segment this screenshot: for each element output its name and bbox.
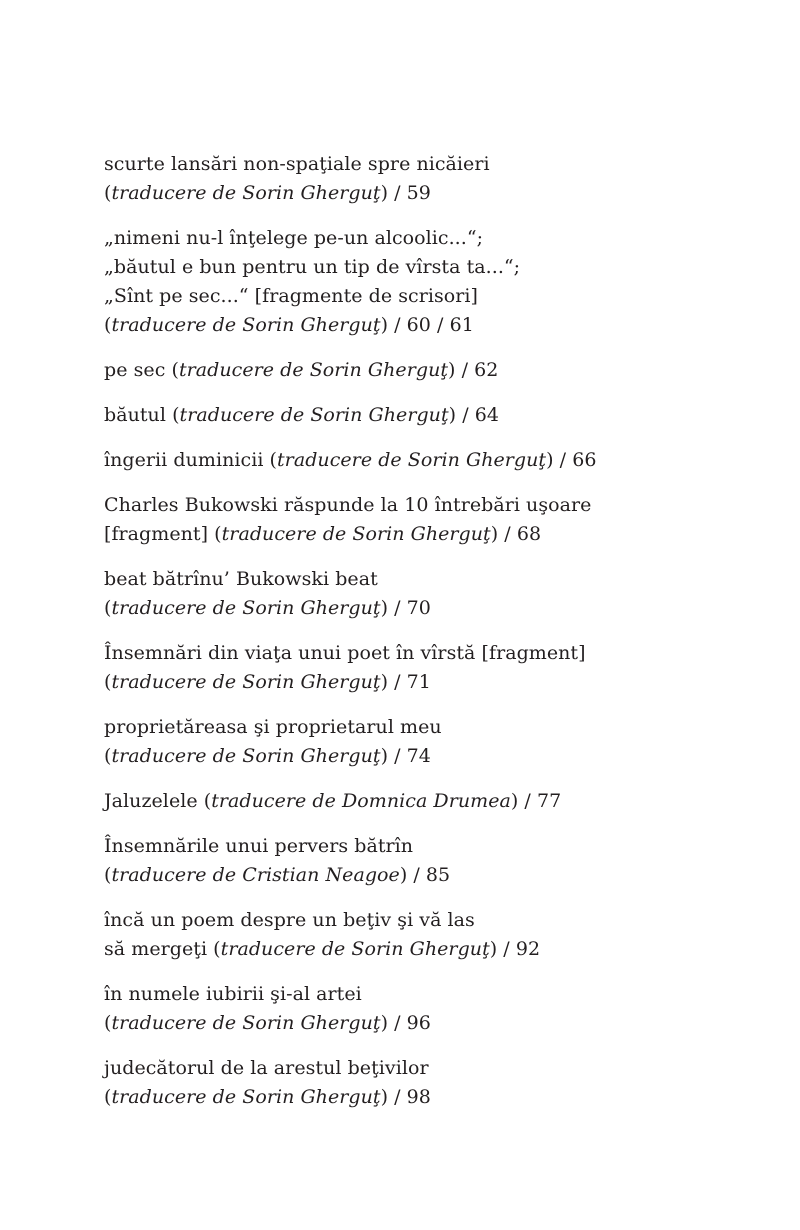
entry-text: ( <box>104 314 112 336</box>
translator-credit: traducere de Sorin Gherguţ <box>111 745 381 767</box>
translator-credit: traducere de Cristian Neagoe <box>111 864 400 886</box>
table-of-contents <box>104 150 754 1128</box>
entry-text: scurte lansări non-spaţiale spre nicăieri <box>104 153 490 175</box>
entry-text: ) / 60 / 61 <box>380 314 474 336</box>
toc-entry <box>104 639 754 697</box>
toc-entry-line <box>104 282 754 311</box>
entry-text: ( <box>104 864 112 886</box>
toc-entry-line <box>104 150 754 179</box>
entry-text: ( <box>104 1012 112 1034</box>
entry-text: ) / 98 <box>380 1086 431 1108</box>
toc-entry-line <box>104 713 754 742</box>
translator-credit: traducere de Domnica Drumea <box>211 790 511 812</box>
translator-credit: traducere de Sorin Gherguţ <box>277 449 547 471</box>
toc-entry-line <box>104 253 754 282</box>
entry-text: ) / 64 <box>448 404 500 426</box>
toc-entry <box>104 224 754 340</box>
toc-entry-line <box>104 935 754 964</box>
toc-entry <box>104 491 754 549</box>
translator-credit: traducere de Sorin Gherguţ <box>178 359 449 381</box>
toc-entry <box>104 906 754 964</box>
toc-entry-line <box>104 179 754 208</box>
entry-text: în numele iubirii şi-al artei <box>104 983 362 1005</box>
toc-entry-line <box>104 594 754 623</box>
toc-entry-line <box>104 639 754 668</box>
toc-entry <box>104 150 754 208</box>
entry-text: ) / 96 <box>380 1012 431 1034</box>
toc-entry-line <box>104 520 754 549</box>
entry-text: beat bătrînu’ Bukowski beat <box>104 568 378 590</box>
toc-entry-line <box>104 446 754 475</box>
toc-entry-line <box>104 742 754 771</box>
translator-credit: traducere de Sorin Gherguţ <box>111 671 381 693</box>
translator-credit: traducere de Sorin Gherguţ <box>111 314 381 336</box>
toc-entry-line <box>104 401 754 430</box>
entry-text: „băutul e bun pentru un tip de vîrsta ta...“; <box>104 256 521 278</box>
entry-text: ( <box>104 182 112 204</box>
toc-entry-line <box>104 861 754 890</box>
entry-text: băutul ( <box>104 404 180 426</box>
entry-text: ) / 92 <box>489 938 541 960</box>
entry-text: îngerii duminicii ( <box>104 449 277 471</box>
entry-text: Jaluzelele ( <box>104 790 212 812</box>
toc-entry <box>104 980 754 1038</box>
translator-credit: traducere de Sorin Gherguţ <box>221 523 491 545</box>
toc-entry <box>104 713 754 771</box>
entry-text: „nimeni nu-l înţelege pe-un alcoolic...“; <box>104 227 484 249</box>
toc-entry <box>104 356 754 385</box>
toc-entry-line <box>104 906 754 935</box>
translator-credit: traducere de Sorin Gherguţ <box>111 1086 381 1108</box>
toc-entry-line <box>104 356 754 385</box>
entry-text: Însemnări din viaţa unui poet în vîrstă [fragment] <box>104 642 586 664</box>
toc-entry-line <box>104 224 754 253</box>
entry-text: ) / 71 <box>380 671 431 693</box>
toc-entry <box>104 446 754 475</box>
toc-entry-line <box>104 787 754 816</box>
entry-text: proprietăreasa şi proprietarul meu <box>104 716 442 738</box>
toc-entry-line <box>104 980 754 1009</box>
toc-entry-line <box>104 565 754 594</box>
toc-entry <box>104 565 754 623</box>
entry-text: să mergeţi ( <box>104 938 221 960</box>
toc-entry <box>104 832 754 890</box>
entry-text: [fragment] ( <box>104 523 222 545</box>
toc-entry-line <box>104 1083 754 1112</box>
entry-text: ) / 77 <box>510 790 562 812</box>
translator-credit: traducere de Sorin Gherguţ <box>111 182 381 204</box>
entry-text: încă un poem despre un beţiv şi vă las <box>104 909 475 931</box>
toc-entry-line <box>104 1054 754 1083</box>
translator-credit: traducere de Sorin Gherguţ <box>111 1012 381 1034</box>
translator-credit: traducere de Sorin Gherguţ <box>111 597 381 619</box>
translator-credit: traducere de Sorin Gherguţ <box>179 404 449 426</box>
entry-text: Charles Bukowski răspunde la 10 întrebări uşoare <box>104 494 592 516</box>
toc-entry <box>104 401 754 430</box>
entry-text: ( <box>104 597 112 619</box>
entry-text: ) / 59 <box>380 182 431 204</box>
toc-entry <box>104 1054 754 1112</box>
entry-text: pe sec ( <box>104 359 179 381</box>
entry-text: ) / 66 <box>546 449 597 471</box>
entry-text: ) / 74 <box>380 745 431 767</box>
entry-text: ( <box>104 1086 112 1108</box>
entry-text: Însemnările unui pervers bătrîn <box>104 835 414 857</box>
entry-text: ) / 68 <box>490 523 542 545</box>
toc-entry-line <box>104 832 754 861</box>
entry-text: ) / 85 <box>399 864 451 886</box>
toc-entry-line <box>104 311 754 340</box>
entry-text: ( <box>104 745 112 767</box>
toc-entry-line <box>104 1009 754 1038</box>
entry-text: ) / 70 <box>380 597 431 619</box>
toc-entry-line <box>104 491 754 520</box>
entry-text: ) / 62 <box>448 359 499 381</box>
entry-text: judecătorul de la arestul beţivilor <box>104 1057 429 1079</box>
toc-entry <box>104 787 754 816</box>
entry-text: ( <box>104 671 112 693</box>
toc-entry-line <box>104 668 754 697</box>
translator-credit: traducere de Sorin Gherguţ <box>220 938 490 960</box>
entry-text: „Sînt pe sec...“ [fragmente de scrisori] <box>104 285 478 307</box>
